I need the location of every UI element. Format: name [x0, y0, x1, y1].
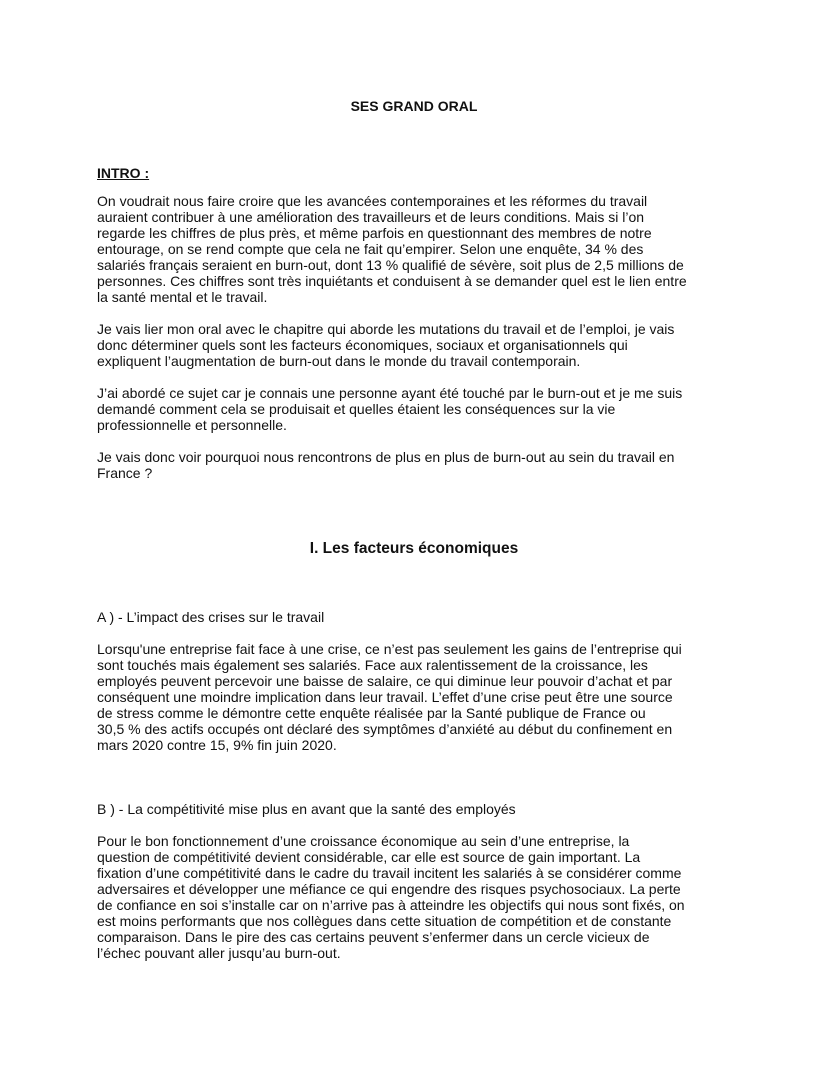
text-line: France ? — [97, 465, 153, 481]
text-line: mars 2020 contre 15, 9% fin juin 2020. — [97, 737, 337, 753]
text-line: de stress comme le démontre cette enquête réalisée par la Santé publique de France ou — [97, 705, 646, 721]
text-line: conséquent une moindre implication dans leur travail. L’effet d’une crise peut être une source — [97, 689, 673, 705]
document-title: SES GRAND ORAL — [350, 98, 478, 114]
subsection-heading-a: A ) - L’impact des crises sur le travail — [97, 609, 325, 625]
text-line: auraient contribuer à une amélioration des travailleurs et de leurs conditions. Mais si l’on — [97, 209, 645, 225]
text-line: sont touchés mais également ses salariés. Face aux ralentissement de la croissance, les — [97, 657, 648, 673]
text-line: employés peuvent percevoir une baisse de salaire, ce qui diminue leur pouvoir d’achat et par — [97, 673, 673, 689]
text-line: regarde les chiffres de plus près, et même parfois en questionnant des membres de notre — [97, 225, 652, 241]
text-line: est moins performants que nos collègues dans cette situation de compétition et de constante — [97, 913, 672, 929]
text-line: Lorsqu'une entreprise fait face à une crise, ce n’est pas seulement les gains de l’entreprise qui — [97, 641, 682, 657]
intro-heading: INTRO : — [97, 165, 150, 181]
subsection-b-paragraph — [97, 833, 737, 961]
text-line: salariés français seraient en burn-out, dont 13 % qualifié de sévère, soit plus de 2,5 millions de — [97, 257, 684, 273]
text-line: On voudrait nous faire croire que les avancées contemporaines et les réformes du travail — [97, 193, 648, 209]
subsection-heading-b: B ) - La compétitivité mise plus en avant que la santé des employés — [97, 801, 516, 817]
text-line: entourage, on se rend compte que cela ne fait qu’empirer. Selon une enquête, 34 % des — [97, 241, 644, 257]
text-line: expliquent l’augmentation de burn-out dans le monde du travail contemporain. — [97, 353, 581, 369]
text-line: Pour le bon fonctionnement d’une croissance économique au sein d’une entreprise, la — [97, 833, 630, 849]
subsection-a-paragraph — [97, 641, 737, 753]
intro-paragraph-3 — [97, 385, 737, 433]
text-line: Je vais donc voir pourquoi nous rencontrons de plus en plus de burn-out au sein du travail en — [97, 449, 675, 465]
text-line: demandé comment cela se produisait et quelles étaient les conséquences sur la vie — [97, 401, 616, 417]
text-line: adversaires et développer une méfiance ce qui engendre des risques psychosociaux. La perte — [97, 881, 681, 897]
text-line: J’ai abordé ce sujet car je connais une personne ayant été touché par le burn-out et je me suis — [97, 385, 683, 401]
intro-paragraph-1 — [97, 193, 737, 305]
text-line: question de compétitivité devient considérable, car elle est source de gain important. La — [97, 849, 641, 865]
text-line: de confiance en soi s’installe car on n’arrive pas à atteindre les objectifs qui nous sont fixés, on — [97, 897, 685, 913]
text-line: la santé mental et le travail. — [97, 289, 268, 305]
text-line: 30,5 % des actifs occupés ont déclaré des symptômes d’anxiété au début du confinement en — [97, 721, 673, 737]
section-title: I. Les facteurs économiques — [309, 540, 519, 557]
intro-paragraph-4 — [97, 449, 737, 481]
text-line: personnes. Ces chiffres sont très inquiétants et conduisent à se demander quel est le lien entre — [97, 273, 687, 289]
text-line: donc déterminer quels sont les facteurs économiques, sociaux et organisationnels qui — [97, 337, 628, 353]
text-line: comparaison. Dans le pire des cas certains peuvent s’enfermer dans un cercle vicieux de — [97, 929, 650, 945]
text-line: l’échec pouvant aller jusqu’au burn-out. — [97, 945, 341, 961]
intro-paragraph-2 — [97, 321, 737, 369]
text-line: fixation d’une compétitivité dans le cadre du travail incitent les salariés à se considérer comme — [97, 865, 682, 881]
text-line: professionnelle et personnelle. — [97, 417, 287, 433]
text-line: Je vais lier mon oral avec le chapitre qui aborde les mutations du travail et de l’emploi, je vais — [97, 321, 675, 337]
